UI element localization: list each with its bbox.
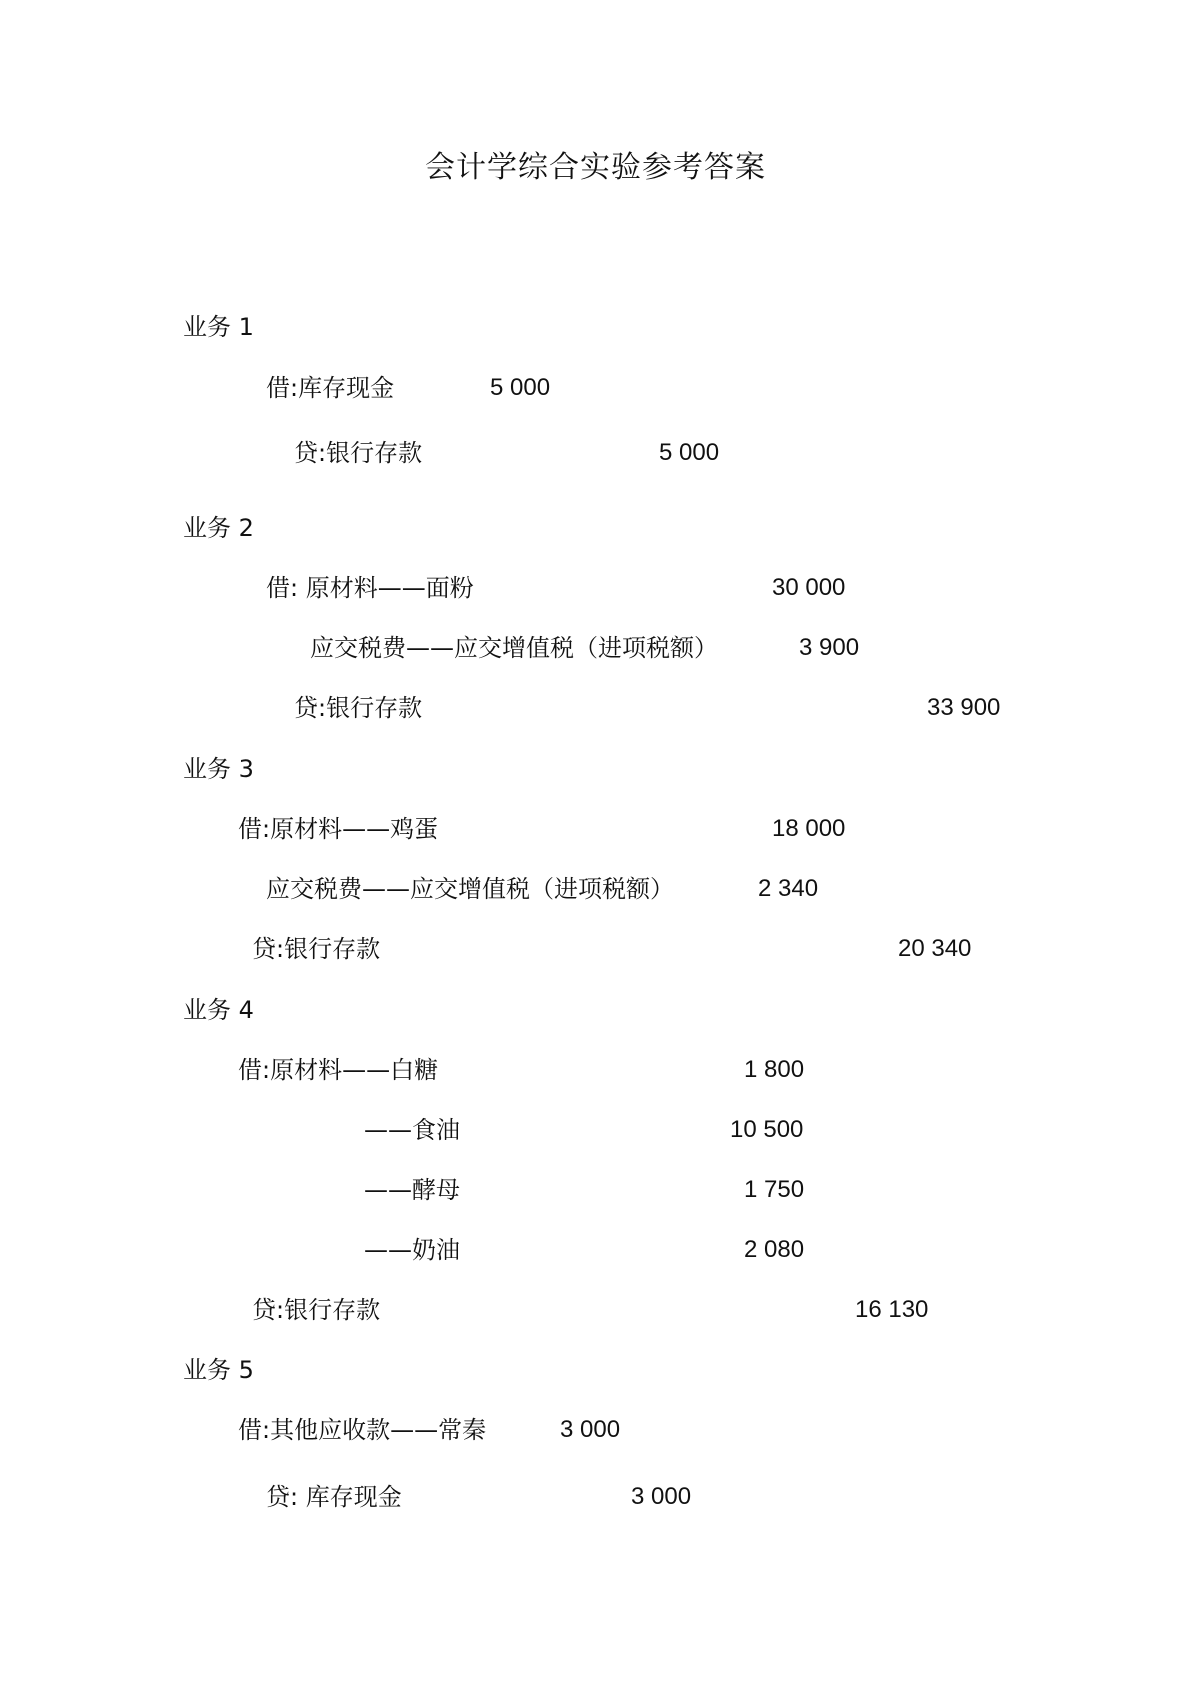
- entry-4-debit-amount-4: 2 080: [744, 1236, 805, 1263]
- entry-4-debit-amount-3: 1 750: [744, 1176, 805, 1203]
- entry-4-debit-amount-2: 10 500: [730, 1116, 804, 1143]
- entry-5-debit-amount: 3 000: [560, 1416, 621, 1443]
- entry-2-debit-account-2: 应交税费——应交增值税（进项税额）: [310, 634, 718, 662]
- entry-1-credit-account: 贷:银行存款: [294, 439, 423, 467]
- entry-heading-5: 业务 5: [183, 1356, 254, 1384]
- entry-4-debit-account-2: ——食油: [364, 1116, 460, 1144]
- entry-1-credit-amount: 5 000: [659, 439, 720, 466]
- entry-4-credit-account: 贷:银行存款: [252, 1296, 381, 1324]
- entry-5-credit-amount: 3 000: [631, 1483, 692, 1510]
- entry-heading-3: 业务 3: [183, 755, 254, 783]
- entry-4-debit-amount-1: 1 800: [744, 1056, 805, 1083]
- entry-5-debit-account: 借:其他应收款——常秦: [238, 1416, 487, 1444]
- entry-3-debit-account-1: 借:原材料——鸡蛋: [238, 815, 439, 843]
- entry-2-credit-amount: 33 900: [927, 694, 1001, 721]
- entry-heading-1: 业务 1: [183, 313, 254, 341]
- entry-3-credit-account: 贷:银行存款: [252, 935, 381, 963]
- entry-3-credit-amount: 20 340: [898, 935, 972, 962]
- entry-heading-4: 业务 4: [183, 996, 254, 1024]
- entry-3-debit-amount-2: 2 340: [758, 875, 819, 902]
- entry-4-debit-account-4: ——奶油: [364, 1236, 460, 1264]
- document-title: 会计学综合实验参考答案: [425, 150, 766, 185]
- entry-3-debit-amount-1: 18 000: [772, 815, 846, 842]
- entry-2-credit-account: 贷:银行存款: [294, 694, 423, 722]
- entry-1-debit-account: 借:库存现金: [266, 374, 395, 402]
- entry-4-credit-amount: 16 130: [855, 1296, 929, 1323]
- entry-3-debit-account-2: 应交税费——应交增值税（进项税额）: [266, 875, 674, 903]
- entry-1-debit-amount: 5 000: [490, 374, 551, 401]
- entry-2-debit-account-1: 借: 原材料——面粉: [266, 574, 474, 602]
- entry-4-debit-account-1: 借:原材料——白糖: [238, 1056, 439, 1084]
- entry-2-debit-amount-2: 3 900: [799, 634, 860, 661]
- entry-4-debit-account-3: ——酵母: [364, 1176, 460, 1204]
- entry-2-debit-amount-1: 30 000: [772, 574, 846, 601]
- entry-heading-2: 业务 2: [183, 514, 254, 542]
- entry-5-credit-account: 贷: 库存现金: [266, 1483, 402, 1511]
